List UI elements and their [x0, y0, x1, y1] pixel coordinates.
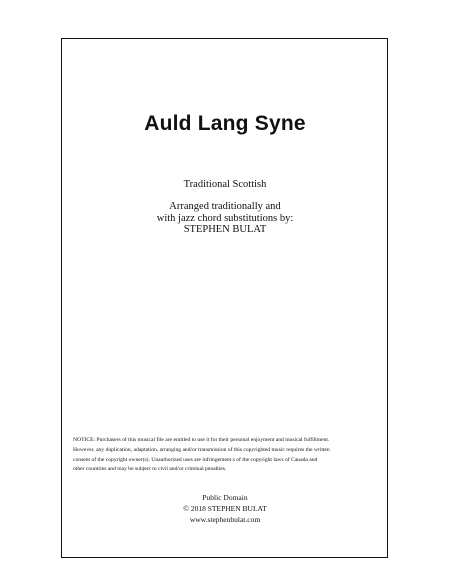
composer-credit: Traditional Scottish — [183, 179, 267, 190]
public-domain-label: Public Domain — [202, 493, 248, 502]
notice-line: other countries and may be subject to civil and/or criminal penalties. — [73, 466, 227, 473]
arranger-credit — [0, 201, 450, 236]
arranger-line: with jazz chord substitutions by: — [156, 212, 294, 224]
song-title: Auld Lang Syne — [144, 112, 306, 135]
website-url: www.stephenbulat.com — [189, 515, 261, 524]
notice-line: However, any duplication, adaptation, arranging and/or transmission of this copyrighted music requires the written — [73, 446, 330, 453]
arranger-name: STEPHEN BULAT — [183, 224, 267, 235]
footer-credits — [0, 492, 450, 525]
notice-line: consent of the copyright owner(s). Unauthorized uses are infringement s of the copyright laws of Canada and — [73, 456, 318, 463]
copyright-line: © 2018 STEPHEN BULAT — [183, 504, 267, 513]
arranger-line: Arranged traditionally and — [169, 201, 281, 212]
notice-line: NOTICE: Purchasers of this musical file are entitled to use it for their personal enjoyment and musical fulfillment. — [73, 437, 330, 443]
copyright-notice — [73, 436, 378, 475]
